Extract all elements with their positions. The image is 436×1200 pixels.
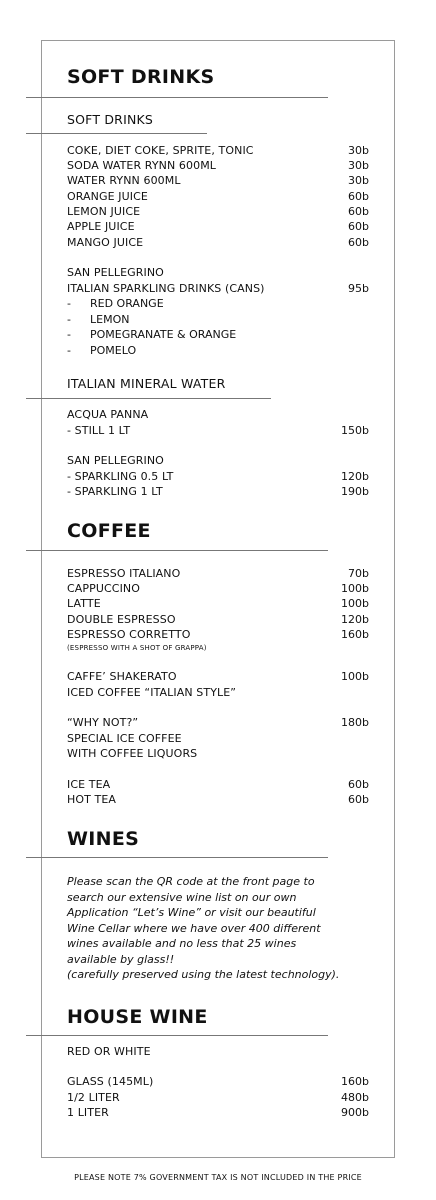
menu-item-name: ACQUA PANNA [67,408,149,421]
menu-item-note: (ESPRESSO WITH A SHOT OF GRAPPA) [67,644,207,652]
wines-description-line: wines available and no less that 25 wines [67,937,297,950]
menu-item-name: - SPARKLING 0.5 LT [67,470,174,483]
divider [26,857,328,858]
menu-item-name: ITALIAN SPARKLING DRINKS (CANS) [67,282,265,295]
soft-drinks-subheading: SOFT DRINKS [67,112,154,127]
menu-item-price: 60b [348,190,369,203]
list-dash: - [67,313,71,326]
divider [26,97,328,98]
wines-description-line: search our extensive wine list on our own [67,890,297,904]
menu-item-price: 100b [341,582,369,595]
flavor-item: RED ORANGE [90,297,164,310]
menu-item-name: APPLE JUICE [67,220,135,233]
menu-item-name: CAFFE’ SHAKERATO [67,670,177,683]
menu-item-name: - STILL 1 LT [67,424,131,437]
menu-item-name: DOUBLE ESPRESSO [67,613,176,626]
menu-item-name: 1 LITER [67,1106,109,1119]
menu-item-name: “WHY NOT?” [67,716,139,729]
menu-item-price: 60b [348,778,369,791]
wines-heading: WINES [67,828,140,850]
menu-item-price: 60b [348,205,369,218]
menu-item-name: WITH COFFEE LIQUORS [67,747,198,760]
wines-description-line: Please scan the QR code at the front page to [67,875,315,888]
menu-item-price: 120b [341,470,369,483]
menu-item-price: 190b [341,485,369,498]
flavor-item: LEMON [90,313,130,326]
menu-item-name: 1/2 LITER [67,1091,120,1104]
house-wine-subheading: RED OR WHITE [67,1045,151,1058]
menu-item-price: 60b [348,236,369,249]
menu-item-name: SAN PELLEGRINO [67,454,164,467]
menu-item-price: 100b [341,670,369,683]
menu-item-price: 60b [348,793,369,806]
menu-item-name: ESPRESSO ITALIANO [67,567,181,580]
soft-drinks-heading: SOFT DRINKS [67,66,215,88]
coffee-heading: COFFEE [67,520,151,542]
menu-item-name: WATER RYNN 600ML [67,174,181,187]
wines-description-line: Application “Let’s Wine” or visit our beautiful [67,906,316,919]
menu-item-price: 100b [341,597,369,610]
list-dash: - [67,328,71,341]
mineral-water-subheading: ITALIAN MINERAL WATER [67,376,226,391]
wines-description-line: available by glass!! [67,952,175,966]
menu-item-name: ICE TEA [67,778,111,791]
divider [26,1035,328,1036]
divider [26,398,271,399]
menu-item-price: 480b [341,1091,369,1104]
menu-item-name: SODA WATER RYNN 600ML [67,159,217,172]
menu-item-price: 30b [348,144,369,157]
menu-item-name: SAN PELLEGRINO [67,266,164,279]
divider [26,550,328,551]
menu-item-name: HOT TEA [67,793,117,806]
flavor-item: POMEGRANATE & ORANGE [90,328,237,341]
divider [26,133,207,134]
list-dash: - [67,297,71,310]
menu-item-price: 180b [341,716,369,729]
menu-item-name: SPECIAL ICE COFFEE [67,732,182,745]
menu-item-price: 95b [348,282,369,295]
menu-item-price: 900b [341,1106,369,1119]
menu-item-name: LEMON JUICE [67,205,141,218]
wines-description-line: (carefully preserved using the latest technology). [67,968,340,981]
menu-item-price: 60b [348,220,369,233]
menu-item-name: - SPARKLING 1 LT [67,485,163,498]
menu-item-price: 160b [341,628,369,641]
menu-item-name: GLASS (145ML) [67,1075,154,1088]
menu-item-name: CAPPUCCINO [67,582,141,595]
tax-footnote: PLEASE NOTE 7% GOVERNMENT TAX IS NOT INCLUDED IN THE PRICE [74,1173,362,1182]
menu-item-price: 150b [341,424,369,437]
flavor-item: POMELO [90,344,137,357]
menu-item-name: ESPRESSO CORRETTO [67,628,191,641]
list-dash: - [67,344,71,357]
menu-item-name: MANGO JUICE [67,236,144,249]
menu-item-price: 70b [348,567,369,580]
menu-item-price: 30b [348,174,369,187]
menu-item-price: 160b [341,1075,369,1088]
menu-item-name: ICED COFFEE “ITALIAN STYLE” [67,686,237,699]
house-wine-heading: HOUSE WINE [67,1006,208,1028]
wines-description-line: Wine Cellar where we have over 400 different [67,921,321,935]
wines-description [67,874,379,983]
menu-item-price: 120b [341,613,369,626]
menu-item-name: LATTE [67,597,101,610]
menu-item-name: COKE, DIET COKE, SPRITE, TONIC [67,144,254,157]
menu-item-price: 30b [348,159,369,172]
menu-item-name: ORANGE JUICE [67,190,148,203]
